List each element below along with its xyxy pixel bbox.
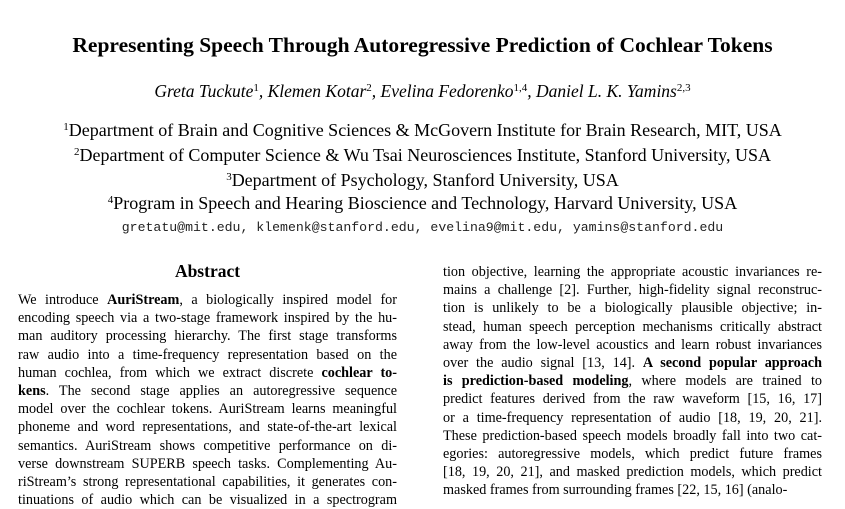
text-run: model over the cochlear tokens. AuriStream learns meaningful xyxy=(18,401,397,418)
text-run: phoneme and word representations, and state-of-the-art lexical xyxy=(18,419,397,436)
text-run: tion objective, learning the appropriate acoustic invariances re- xyxy=(443,264,822,280)
bold-text: A second popular approach xyxy=(642,354,822,371)
abstract-line xyxy=(18,473,397,491)
affiliation-3-text: Department of Psychology, Stanford University, USA xyxy=(231,170,619,190)
abstract-line xyxy=(18,364,397,382)
affiliation-3-marker: 3 xyxy=(226,171,232,183)
bold-text: cochlear to- xyxy=(321,364,397,381)
body-line xyxy=(443,372,822,390)
text-run: verse downstream SUPERB speech tasks. Complementing Au- xyxy=(18,455,397,472)
abstract-heading: Abstract xyxy=(174,261,241,281)
affiliation-4-marker: 4 xyxy=(107,194,114,206)
body-line xyxy=(443,299,822,317)
right-column-body xyxy=(443,263,822,499)
bold-text: is prediction-based modeling xyxy=(443,373,629,390)
text-run: tinuations of audio which can be visualized in a spectrogram xyxy=(18,492,397,509)
abstract-line xyxy=(18,346,397,364)
paper-title: Representing Speech Through Autoregressive Prediction of Cochlear Tokens xyxy=(72,33,773,57)
text-run: stead, human speech perception mechanisms critically abstract xyxy=(443,318,822,335)
affiliation-2-text: Department of Computer Science & Wu Tsai Neurosciences Institute, Stanford University, USA xyxy=(79,145,772,165)
author-name: Greta Tuckute xyxy=(154,81,254,101)
author-name: Daniel L. K. Yamins xyxy=(536,81,677,101)
body-line xyxy=(443,445,822,463)
body-line xyxy=(443,481,822,499)
abstract-line xyxy=(18,400,397,418)
affiliation-1 xyxy=(0,120,845,141)
text-run: [18, 19, 20, 21], and masked prediction models, which predict xyxy=(443,464,822,481)
abstract-line xyxy=(18,455,397,473)
text-run: man auditory processing hierarchy. The first stage transforms xyxy=(18,328,397,345)
author-affiliation-marker: 1 xyxy=(253,82,259,94)
affiliation-4-text: Program in Speech and Hearing Bioscience and Technology, Harvard University, USA xyxy=(113,193,738,213)
text-run: semantics. AuriStream shows competitive performance on di- xyxy=(18,437,397,454)
body-line xyxy=(443,263,822,281)
abstract-line xyxy=(18,437,397,455)
text-run: These prediction-based speech models broadly fall into two cat- xyxy=(443,427,822,444)
abstract-line xyxy=(18,418,397,436)
text-run: encoding speech via a two-stage framework inspired by the hu- xyxy=(18,310,397,327)
text-run: . The second stage applies an autoregressive sequence xyxy=(45,382,397,399)
text-run: raw audio into a time-frequency representation based on the xyxy=(18,346,397,363)
affiliation-1-text: Department of Brain and Cognitive Sciences & McGovern Institute for Brain Research, MIT, USA xyxy=(68,120,782,140)
affiliation-4 xyxy=(0,193,845,214)
bold-text: AuriStream xyxy=(107,292,180,308)
text-run: We introduce xyxy=(18,292,108,308)
bold-text: kens xyxy=(18,382,46,399)
author-emails: gretatu@mit.edu, klemenk@stanford.edu, evelina9@mit.edu, yamins@stanford.edu xyxy=(121,220,724,235)
author-affiliation-marker: 1,4 xyxy=(513,82,528,94)
author-name: Evelina Fedorenko xyxy=(380,81,514,101)
author-list xyxy=(0,81,845,102)
abstract-line xyxy=(18,327,397,345)
body-line xyxy=(443,463,822,481)
body-line xyxy=(443,390,822,408)
text-run: egories: autoregressive models, which predict future frames xyxy=(443,445,822,462)
text-run: masked frames from surrounding frames [22, 15, 16] (analo- xyxy=(443,482,788,499)
text-run: or a time-frequency representation of audio [18, 19, 20, 21]. xyxy=(443,409,822,426)
abstract-line xyxy=(18,309,397,327)
text-run: away from the low-level acoustics and learn robust invariances xyxy=(443,336,822,353)
affiliation-1-marker: 1 xyxy=(63,121,69,133)
abstract-line xyxy=(18,382,397,400)
author-affiliation-marker: 2,3 xyxy=(676,82,691,94)
affiliation-3 xyxy=(0,170,845,191)
text-run: over the audio signal [13, 14]. xyxy=(443,354,643,371)
text-run: predict features derived from the raw waveform [15, 16, 17] xyxy=(443,391,822,408)
author-affiliation-marker: 2 xyxy=(366,82,372,94)
text-run: tion is unlikely to be a biologically plausible objective; in- xyxy=(443,300,822,317)
body-line xyxy=(443,318,822,336)
affiliation-2 xyxy=(0,145,845,166)
body-line xyxy=(443,354,822,372)
body-line xyxy=(443,336,822,354)
text-run: , a biologically inspired model for xyxy=(179,292,397,308)
author-name: Klemen Kotar xyxy=(267,81,367,101)
text-run: human cochlea, from which we extract discrete xyxy=(18,364,322,381)
abstract-line xyxy=(18,291,397,309)
body-line xyxy=(443,427,822,445)
text-run: , where models are trained to xyxy=(628,373,823,390)
author-separator: , xyxy=(527,81,537,101)
text-run: mains a challenge [2]. Further, high-fidelity signal reconstruc- xyxy=(443,282,822,299)
body-line xyxy=(443,281,822,299)
body-line xyxy=(443,409,822,427)
affiliation-2-marker: 2 xyxy=(73,146,80,158)
text-run: riStream’s strong representational capabilities, it generates con- xyxy=(18,473,397,490)
abstract-body xyxy=(18,291,397,509)
author-separator: , xyxy=(258,81,268,101)
author-separator: , xyxy=(371,81,381,101)
